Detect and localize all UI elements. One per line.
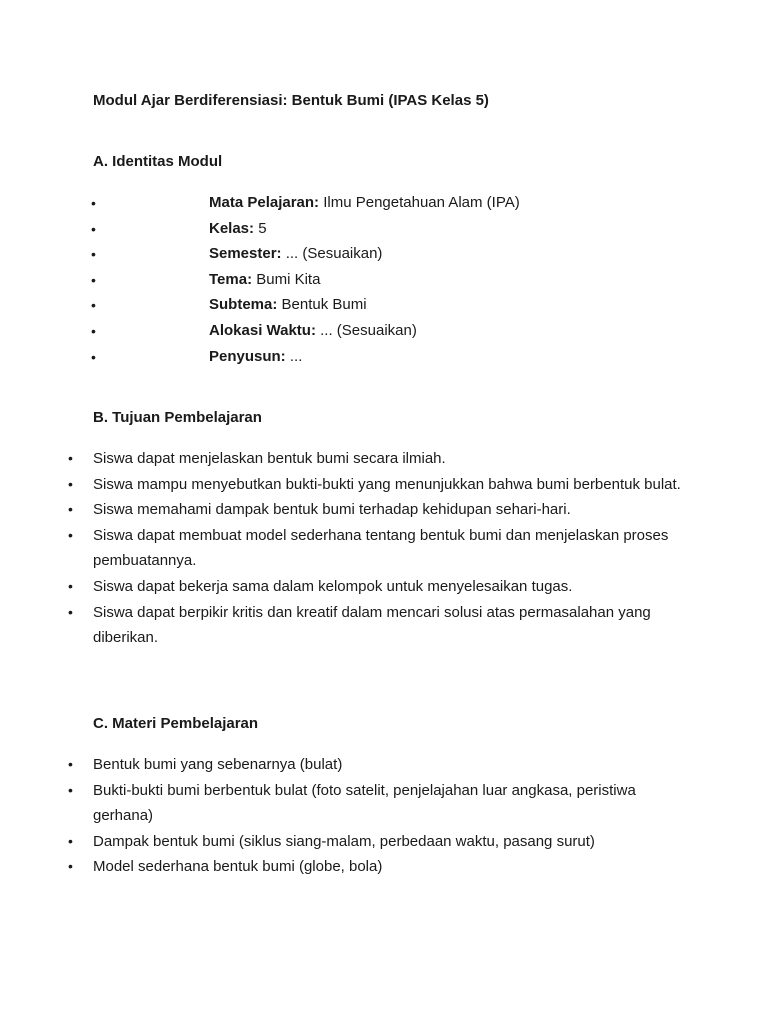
bullet-icon: •	[68, 526, 73, 543]
bullet-icon: •	[91, 195, 96, 211]
bullet-icon: •	[68, 577, 73, 594]
bullet-icon: •	[68, 501, 73, 518]
bullet-icon: •	[68, 475, 73, 492]
list-item	[0, 321, 700, 347]
identity-list	[0, 193, 700, 372]
item-text: Siswa mampu menyebutkan bukti-bukti yang menunjukkan bahwa bumi berbentuk bulat.	[93, 475, 681, 493]
list-item	[0, 829, 683, 855]
list-item	[0, 244, 700, 270]
item-value: Bumi Kita	[252, 270, 321, 288]
item-label: Mata Pelajaran:	[209, 194, 320, 211]
list-item	[0, 523, 683, 574]
item-label: Semester:	[209, 245, 282, 263]
bullet-icon: •	[91, 271, 96, 288]
list-item	[0, 854, 683, 880]
item-value: Bentuk Bumi	[277, 296, 367, 314]
bullet-icon: •	[91, 297, 96, 314]
item-label: Subtema:	[209, 296, 278, 314]
item-label: Tema:	[209, 270, 253, 288]
list-item	[0, 778, 683, 829]
item-text: Siswa dapat bekerja sama dalam kelompok untuk menyelesaikan tugas.	[93, 577, 573, 595]
section-b-heading: B. Tujuan Pembelajaran	[93, 409, 262, 426]
item-label: Kelas:	[209, 219, 255, 237]
bullet-icon: •	[91, 348, 96, 365]
list-item	[0, 270, 700, 296]
item-value: ... (Sesuaikan)	[281, 245, 383, 263]
list-item	[0, 600, 683, 651]
item-value: 5	[254, 219, 267, 237]
item-text: Siswa dapat membuat model sederhana tentang bentuk bumi dan menjelaskan proses pembuatannya.	[93, 526, 669, 570]
bullet-icon: •	[91, 220, 96, 237]
item-value: Ilmu Pengetahuan Alam (IPA)	[319, 194, 520, 211]
item-text: Siswa dapat menjelaskan bentuk bumi secara ilmiah.	[93, 450, 446, 467]
list-item	[0, 472, 683, 498]
item-text: Dampak bentuk bumi (siklus siang-malam, perbedaan waktu, pasang surut)	[93, 832, 595, 850]
list-item	[0, 219, 700, 245]
item-text: Siswa memahami dampak bentuk bumi terhadap kehidupan sehari-hari.	[93, 501, 571, 519]
section-c-heading: C. Materi Pembelajaran	[93, 715, 259, 732]
document-title: Modul Ajar Berdiferensiasi: Bentuk Bumi (IPAS Kelas 5)	[93, 92, 489, 109]
bullet-icon: •	[68, 756, 73, 772]
item-text: Bukti-bukti bumi berbentuk bulat (foto satelit, penjelajahan luar angkasa, peristiwa gerhana)	[93, 781, 636, 825]
list-item	[0, 752, 683, 778]
list-item	[0, 295, 700, 321]
list-item	[0, 446, 683, 472]
bullet-icon: •	[91, 322, 96, 339]
bullet-icon: •	[68, 450, 73, 466]
item-label: Penyusun:	[209, 347, 286, 365]
item-value: ... (Sesuaikan)	[315, 321, 417, 339]
item-label: Alokasi Waktu:	[209, 321, 316, 339]
list-item	[0, 574, 683, 600]
item-text: Model sederhana bentuk bumi (globe, bola)	[93, 858, 383, 876]
bullet-icon: •	[68, 832, 73, 849]
item-text: Siswa dapat berpikir kritis dan kreatif dalam mencari solusi atas permasalahan yang diberikan.	[93, 603, 651, 647]
item-text: Bentuk bumi yang sebenarnya (bulat)	[93, 756, 343, 773]
objectives-list	[0, 446, 700, 651]
item-value: ...	[285, 347, 303, 365]
list-item	[0, 497, 683, 523]
list-item	[0, 347, 700, 373]
materials-list	[0, 752, 700, 880]
list-item	[0, 193, 700, 219]
bullet-icon: •	[91, 246, 96, 263]
section-a-heading: A. Identitas Modul	[93, 153, 223, 170]
bullet-icon: •	[68, 603, 73, 620]
bullet-icon: •	[68, 858, 73, 875]
bullet-icon: •	[68, 781, 73, 798]
